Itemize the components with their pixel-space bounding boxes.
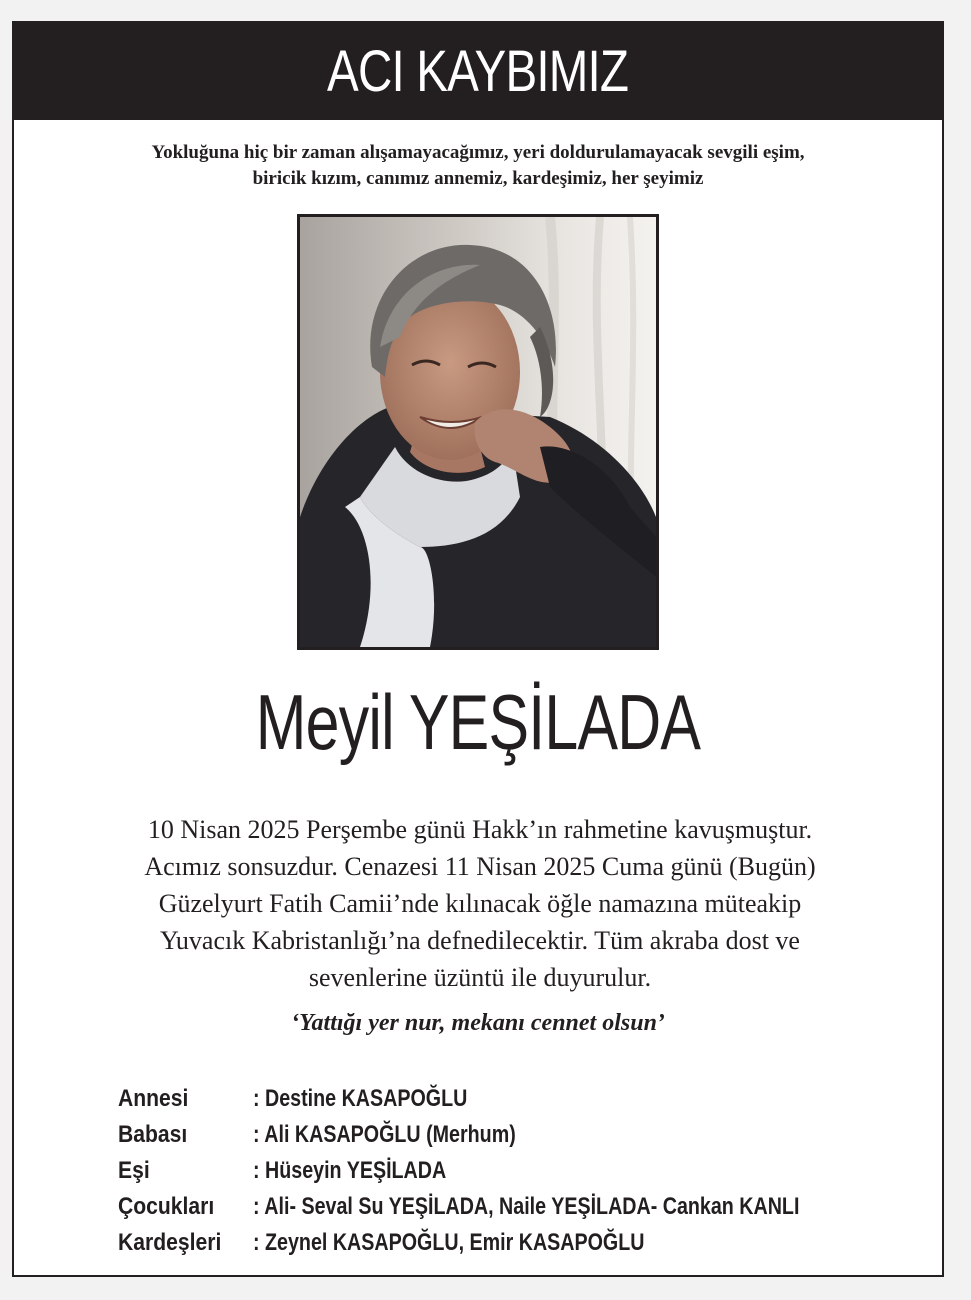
relative-value: : Zeynel KASAPOĞLU, Emir KASAPOĞLU: [253, 1229, 645, 1256]
relative-label: Annesi: [118, 1085, 189, 1112]
relative-label: Babası: [118, 1121, 188, 1148]
announcement-line: sevenlerine üzüntü ile duyurulur.: [308, 963, 652, 992]
relative-value: : Ali KASAPOĞLU (Merhum): [253, 1121, 516, 1148]
prayer-quote: ‘Yattığı yer nur, mekanı cennet olsun’: [291, 1010, 665, 1036]
obituary-notice: [12, 21, 944, 1277]
relative-row-father: [118, 1117, 938, 1153]
relative-value: : Ali- Seval Su YEŞİLADA, Naile YEŞİLADA- Cankan KANLI: [253, 1193, 800, 1220]
relative-row-children: [118, 1189, 938, 1225]
portrait-frame: [297, 214, 659, 650]
relatives-list: [118, 1081, 938, 1261]
announcement-line: Acımız sonsuzdur. Cenazesi 11 Nisan 2025 Cuma günü (Bugün): [144, 852, 816, 881]
relative-value: : Hüseyin YEŞİLADA: [253, 1157, 447, 1184]
deceased-name: Meyil YEŞİLADA: [255, 678, 701, 766]
header-bar: [14, 23, 942, 120]
relative-row-mother: [118, 1081, 938, 1117]
relative-label: Çocukları: [118, 1193, 215, 1220]
announcement-text: [44, 811, 916, 996]
relative-label: Kardeşleri: [118, 1229, 222, 1256]
portrait-photo: [300, 217, 656, 647]
notice-title: ACI KAYBIMIZ: [327, 38, 629, 104]
announcement-line: Yuvacık Kabristanlığı’na defnedilecektir. Tüm akraba dost ve: [160, 926, 800, 955]
relative-label: Eşi: [118, 1157, 150, 1184]
intro-line-2: biricik kızım, canımız annemiz, kardeşimiz, her şeyimiz: [252, 168, 704, 189]
intro-line-1: Yokluğuna hiç bir zaman alışamayacağımız, yeri doldurulamayacak sevgili eşim,: [151, 142, 805, 163]
relative-row-spouse: [118, 1153, 938, 1189]
relative-value: : Destine KASAPOĞLU: [253, 1085, 468, 1112]
announcement-line: 10 Nisan 2025 Perşembe günü Hakk’ın rahmetine kavuşmuştur.: [147, 815, 813, 844]
relative-row-siblings: [118, 1225, 938, 1261]
announcement-line: Güzelyurt Fatih Camii’nde kılınacak öğle namazına müteakip: [158, 889, 802, 918]
intro-text: [14, 140, 942, 192]
